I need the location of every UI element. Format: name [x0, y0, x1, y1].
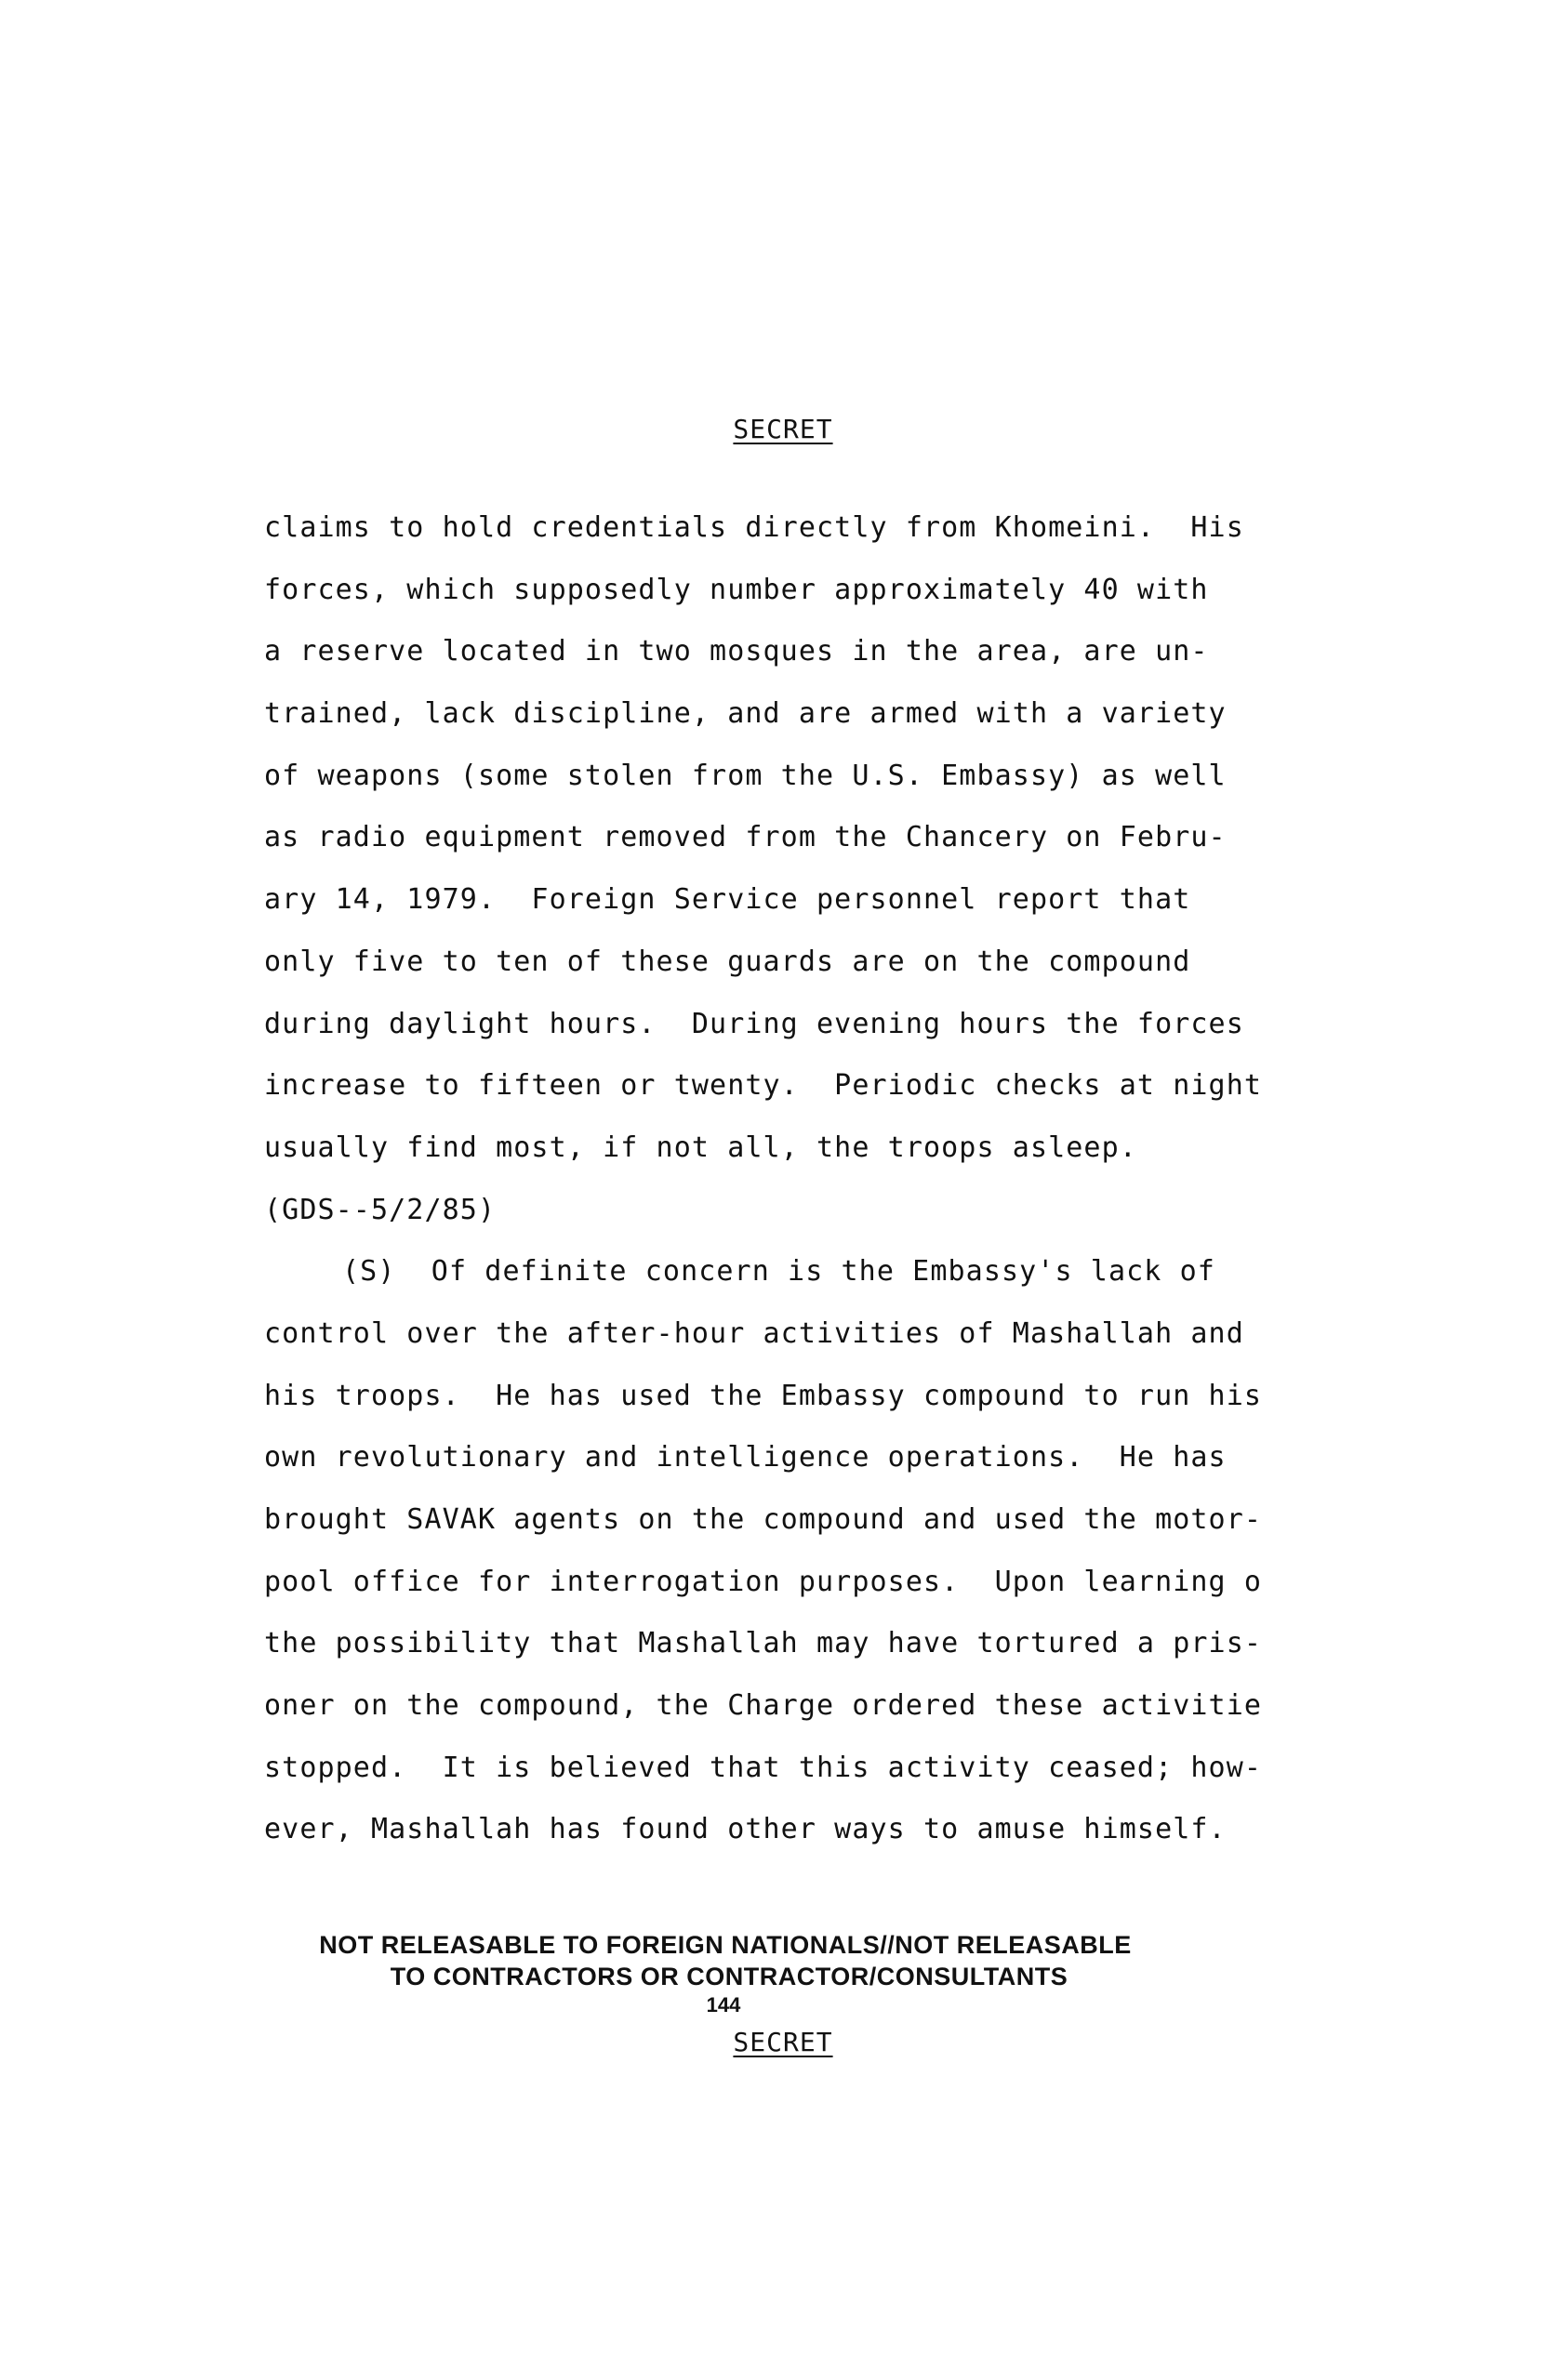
body-line: claims to hold credentials directly from Khomeini. His	[264, 511, 1244, 544]
body-line: only five to ten of these guards are on the compound	[264, 945, 1191, 978]
body-line: trained, lack discipline, and are armed with a variety	[264, 697, 1227, 731]
body-line: of weapons (some stolen from the U.S. Embassy) as well	[264, 759, 1227, 792]
body-line: stopped. It is believed that this activity ceased; how-	[264, 1751, 1263, 1784]
body-line: during daylight hours. During evening hours the forces	[264, 1007, 1244, 1040]
classification-marking-top: SECRET	[733, 414, 833, 444]
body-line: ary 14, 1979. Foreign Service personnel report that	[264, 883, 1191, 917]
body-line: increase to fifteen or twenty. Periodic checks at night	[264, 1069, 1263, 1103]
body-line: oner on the compound, the Charge ordered these activitie	[264, 1689, 1263, 1723]
paragraph-start-line: (S) Of definite concern is the Embassy's lack of	[342, 1255, 1215, 1289]
page-number: 144	[706, 1993, 741, 2016]
body-line: own revolutionary and intelligence operations. He has	[264, 1441, 1227, 1474]
footer	[0, 1929, 1566, 2018]
body-line: his troops. He has used the Embassy compound to run his	[264, 1379, 1263, 1412]
body-line: as radio equipment removed from the Chancery on Febru-	[264, 821, 1227, 854]
body-line: forces, which supposedly number approximately 40 with	[264, 573, 1209, 606]
declassification-marking: (GDS--5/2/85)	[264, 1193, 497, 1226]
body-line: ever, Mashallah has found other ways to amuse himself.	[264, 1813, 1227, 1846]
body-text	[264, 497, 1324, 1861]
body-line: a reserve located in two mosques in the area, are un-	[264, 635, 1209, 668]
body-line: usually find most, if not all, the troops asleep.	[264, 1130, 1137, 1164]
classification-marking-bottom: SECRET	[733, 2027, 833, 2057]
body-line: the possibility that Mashallah may have tortured a pris-	[264, 1627, 1263, 1660]
body-line: pool office for interrogation purposes. Upon learning o	[264, 1565, 1263, 1598]
release-caveat-line-1: NOT RELEASABLE TO FOREIGN NATIONALS//NOT RELEASABLE	[319, 1931, 1132, 1959]
body-line: control over the after-hour activities of Mashallah and	[264, 1316, 1244, 1350]
body-line: brought SAVAK agents on the compound and used the motor-	[264, 1503, 1263, 1536]
release-caveat-line-2: TO CONTRACTORS OR CONTRACTOR/CONSULTANTS	[390, 1963, 1068, 1990]
